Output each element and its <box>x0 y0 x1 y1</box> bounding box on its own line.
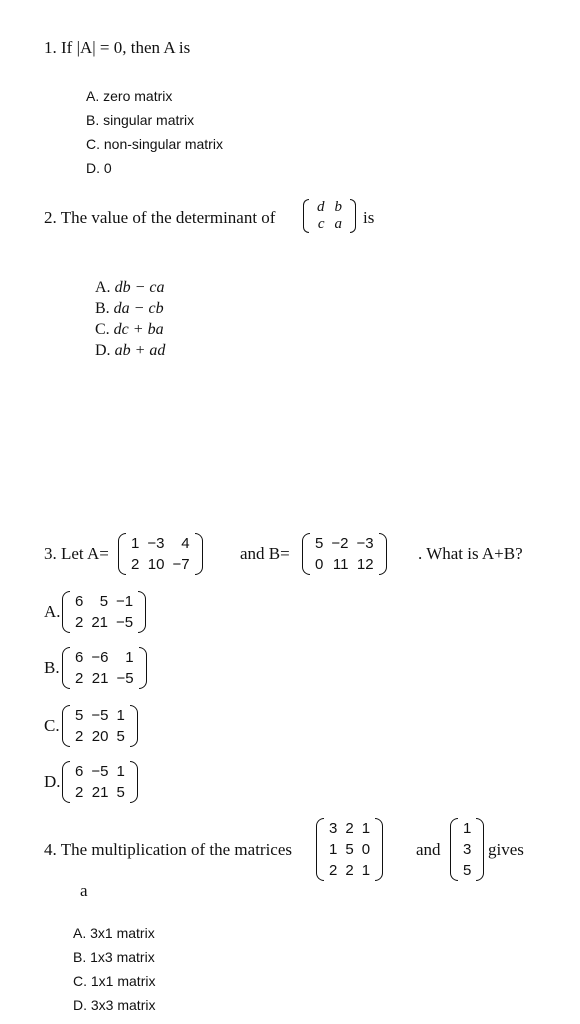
matrix-cell: 2 <box>131 556 140 573</box>
q2-option-b <box>95 300 164 318</box>
question-2-text: 2. The value of the determinant of <box>44 208 276 227</box>
option-expression: db − ca <box>114 279 165 296</box>
q3-matrix-a <box>118 533 203 575</box>
matrix-cell: 6 <box>75 649 84 666</box>
q1-option-a: A. zero matrix <box>86 88 173 104</box>
matrix-cell: 1 <box>125 649 134 666</box>
q3-option-a-matrix <box>62 591 146 633</box>
matrix-cell: 3 <box>329 820 338 837</box>
matrix-cell: 1 <box>116 707 125 724</box>
matrix-cell: 21 <box>91 784 109 801</box>
question-1-text: 1. If |A| = 0, then A is <box>44 38 191 57</box>
question-3-text-end: . What is A+B? <box>418 544 523 563</box>
matrix-cell: 6 <box>75 763 84 780</box>
matrix-cell: 2 <box>345 862 354 879</box>
matrix-cell: −7 <box>172 556 190 573</box>
q2-option-c <box>95 321 164 339</box>
option-letter: B. <box>95 300 114 317</box>
q3-option-b-matrix <box>62 647 147 689</box>
matrix-cell: 1 <box>131 535 140 552</box>
matrix-cell: −6 <box>91 649 109 666</box>
question-4-text-cont: a <box>80 881 88 900</box>
matrix-cell: −5 <box>91 763 109 780</box>
matrix-cell: 5 <box>116 728 125 745</box>
q3-option-b-letter: B. <box>44 658 60 677</box>
q4-matrix-b <box>450 818 484 881</box>
q4-option-b: B. 1x3 matrix <box>73 949 155 965</box>
q3-matrix-b <box>302 533 387 575</box>
q1-option-d: D. 0 <box>86 160 112 176</box>
matrix-cell: 2 <box>75 728 84 745</box>
matrix-cell: 0 <box>361 841 371 858</box>
matrix-cell: 2 <box>75 670 84 687</box>
option-letter: D. <box>95 342 115 359</box>
q2-determinant-matrix <box>303 199 356 233</box>
q3-option-a-letter: A. <box>44 602 61 621</box>
option-letter: A. <box>95 279 115 296</box>
option-expression: dc + ba <box>113 321 164 338</box>
q2-option-a <box>95 279 164 297</box>
matrix-cell: 5 <box>315 535 324 552</box>
matrix-cell: 12 <box>356 556 374 573</box>
matrix-cell: 2 <box>75 614 84 631</box>
q3-option-d-matrix <box>62 761 138 803</box>
matrix-cell: 5 <box>75 707 84 724</box>
q1-option-c: C. non-singular matrix <box>86 136 223 152</box>
matrix-cell: −5 <box>116 614 134 631</box>
matrix-cell: 2 <box>345 820 354 837</box>
q3-option-d-letter: D. <box>44 772 61 791</box>
matrix-cell: 10 <box>147 556 165 573</box>
q1-option-b: B. singular matrix <box>86 112 195 128</box>
matrix-cell: 2 <box>75 784 84 801</box>
matrix-cell: 2 <box>329 862 338 879</box>
matrix-cell: 3 <box>463 841 472 858</box>
matrix-cell: 0 <box>315 556 324 573</box>
matrix-cell: 1 <box>361 862 371 879</box>
matrix-cell: a <box>334 216 342 232</box>
matrix-cell: −5 <box>91 707 109 724</box>
q4-option-d: D. 3x3 matrix <box>73 997 156 1013</box>
matrix-cell: 5 <box>116 784 125 801</box>
matrix-cell: 11 <box>332 556 349 573</box>
option-letter: C. <box>95 321 114 338</box>
matrix-cell: d <box>317 199 325 215</box>
matrix-cell: b <box>334 199 342 215</box>
matrix-cell: 21 <box>91 614 109 631</box>
question-4-text-mid: and <box>416 840 441 859</box>
matrix-cell: −5 <box>116 670 134 687</box>
matrix-cell: −1 <box>116 593 134 610</box>
q2-option-d <box>95 342 165 360</box>
q4-option-a: A. 3x1 matrix <box>73 925 155 941</box>
matrix-cell: −3 <box>356 535 374 552</box>
q4-option-c: C. 1x1 matrix <box>73 973 156 989</box>
q3-option-c-letter: C. <box>44 716 60 735</box>
matrix-cell: 1 <box>116 763 125 780</box>
matrix-cell: 4 <box>181 535 190 552</box>
matrix-cell: 1 <box>463 820 472 837</box>
question-4-text: 4. The multiplication of the matrices <box>44 840 293 859</box>
matrix-cell: 5 <box>99 593 109 610</box>
matrix-cell: 6 <box>75 593 84 610</box>
matrix-cell: −2 <box>331 535 349 552</box>
question-3-text-mid: and B= <box>240 544 290 563</box>
q3-option-c-matrix <box>62 705 138 747</box>
matrix-cell: 5 <box>345 841 354 858</box>
option-expression: ab + ad <box>114 342 166 359</box>
matrix-cell: c <box>317 216 325 232</box>
matrix-cell: 1 <box>329 841 338 858</box>
question-3-text: 3. Let A= <box>44 544 109 563</box>
option-expression: da − cb <box>113 300 164 317</box>
matrix-cell: 21 <box>91 670 109 687</box>
question-4-text-end: gives <box>488 840 524 859</box>
matrix-cell: 20 <box>91 728 109 745</box>
question-2-text-end: is <box>363 208 375 227</box>
matrix-cell: 1 <box>361 820 371 837</box>
q4-matrix-a <box>316 818 383 881</box>
matrix-cell: 5 <box>463 862 472 879</box>
matrix-cell: −3 <box>147 535 165 552</box>
